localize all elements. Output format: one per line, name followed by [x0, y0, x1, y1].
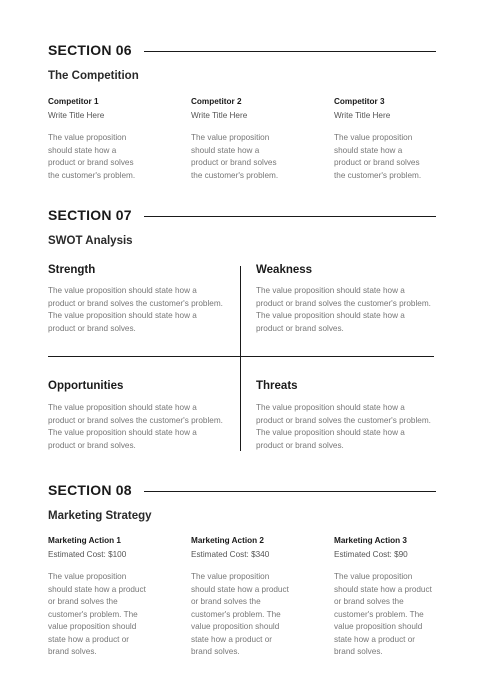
- section-07-title: SECTION 07: [48, 207, 132, 223]
- competitor-body: The value proposition should state how a product or brand solves the customer's problem.: [191, 133, 279, 180]
- competitor-title: Write Title Here: [48, 111, 105, 120]
- section-06-header: [48, 42, 436, 58]
- marketing-action-2: [191, 535, 301, 659]
- competitor-2: [191, 96, 301, 182]
- marketing-action-body: The value proposition should state how a product or brand solves the customer's problem. The value proposition should state how a product or brand solves.: [48, 572, 146, 656]
- competitor-body: The value proposition should state how a product or brand solves the customer's problem.: [334, 133, 422, 180]
- marketing-action-name: Marketing Action 3: [334, 536, 407, 545]
- threats-heading: Threats: [256, 380, 298, 392]
- section-06-title: SECTION 06: [48, 42, 132, 58]
- competitor-title: Write Title Here: [191, 111, 248, 120]
- swot-subtitle: SWOT Analysis: [48, 235, 133, 247]
- section-07-rule: [144, 216, 436, 217]
- competitor-body: The value proposition should state how a product or brand solves the customer's problem.: [48, 133, 136, 180]
- strength-body: The value proposition should state how a product or brand solves the customer's problem. The value proposition should state how a product or brand solves.: [48, 286, 223, 333]
- weakness-heading: Weakness: [256, 264, 313, 276]
- swot-vertical-divider: [240, 266, 241, 451]
- marketing-action-name: Marketing Action 1: [48, 536, 121, 545]
- competitor-name: Competitor 3: [334, 97, 385, 106]
- competitor-name: Competitor 2: [191, 97, 242, 106]
- competitor-name: Competitor 1: [48, 97, 99, 106]
- marketing-action-cost: Estimated Cost: $90: [334, 550, 408, 559]
- opportunities-body: The value proposition should state how a product or brand solves the customer's problem. The value proposition should state how a product or brand solves.: [48, 403, 223, 450]
- weakness-body: The value proposition should state how a product or brand solves the customer's problem. The value proposition should state how a product or brand solves.: [256, 286, 431, 333]
- strength-heading: Strength: [48, 264, 96, 276]
- marketing-action-3: [334, 535, 444, 659]
- section-08-header: [48, 482, 436, 498]
- swot-horizontal-divider: [48, 356, 434, 357]
- competitor-title: Write Title Here: [334, 111, 391, 120]
- competition-subtitle: The Competition: [48, 70, 139, 82]
- competitor-3: [334, 96, 444, 182]
- section-08-title: SECTION 08: [48, 482, 132, 498]
- section-07-header: [48, 207, 436, 223]
- marketing-action-1: [48, 535, 158, 659]
- marketing-action-body: The value proposition should state how a product or brand solves the customer's problem. The value proposition should state how a product or brand solves.: [334, 572, 432, 656]
- marketing-action-cost: Estimated Cost: $100: [48, 550, 127, 559]
- marketing-action-name: Marketing Action 2: [191, 536, 264, 545]
- section-08-rule: [144, 491, 436, 492]
- marketing-action-body: The value proposition should state how a product or brand solves the customer's problem. The value proposition should state how a product or brand solves.: [191, 572, 289, 656]
- section-06-rule: [144, 51, 436, 52]
- threats-body: The value proposition should state how a product or brand solves the customer's problem. The value proposition should state how a product or brand solves.: [256, 403, 431, 450]
- competitor-1: [48, 96, 158, 182]
- marketing-subtitle: Marketing Strategy: [48, 510, 152, 522]
- marketing-action-cost: Estimated Cost: $340: [191, 550, 270, 559]
- opportunities-heading: Opportunities: [48, 380, 124, 392]
